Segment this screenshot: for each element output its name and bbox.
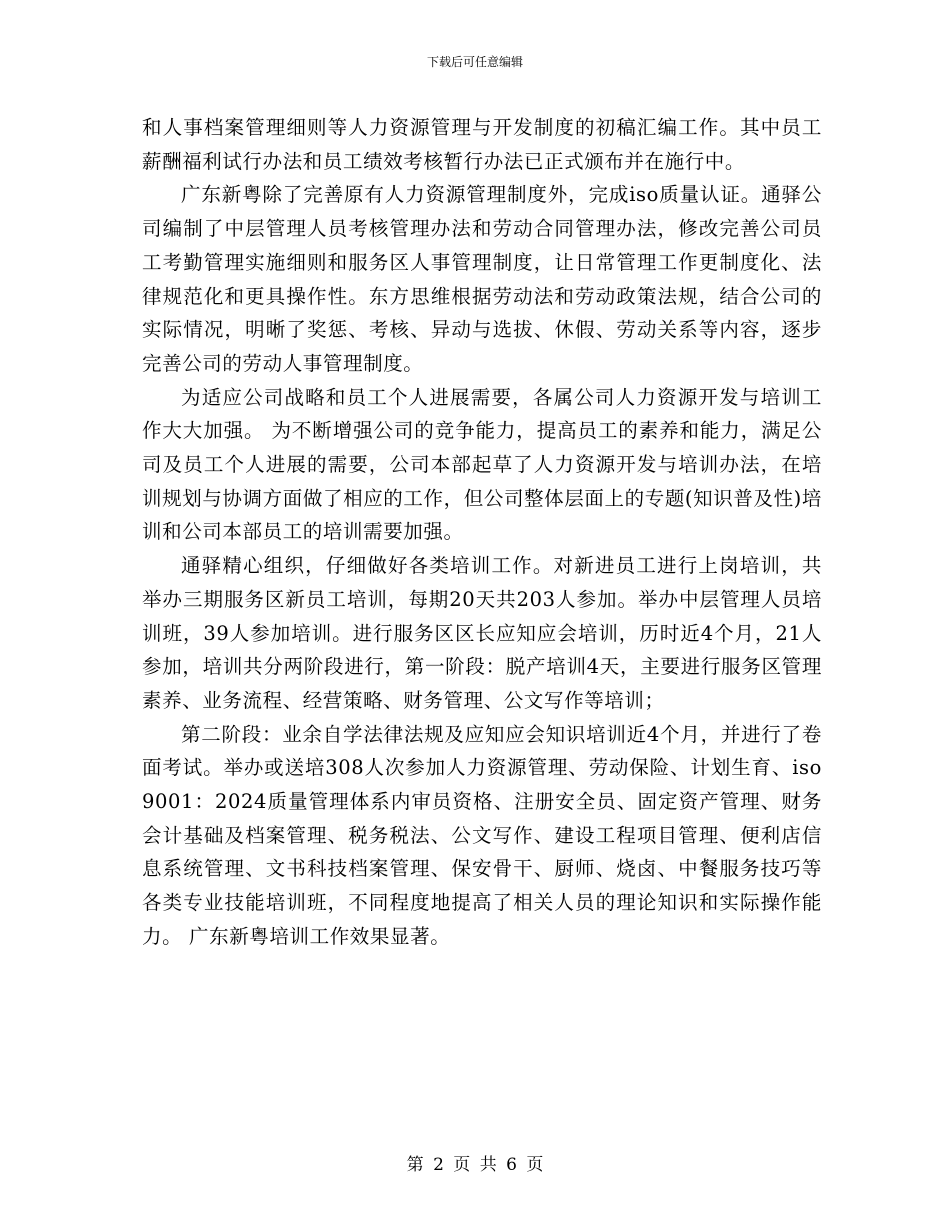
paragraph-continued: 和人事档案管理细则等人力资源管理与开发制度的初稿汇编工作。其中员工薪酬福利试行办法和员工绩效考核暂行办法已正式颁布并在施行中。 [142, 116, 822, 173]
paragraph: 通驿精心组织，仔细做好各类培训工作。对新进员工进行上岗培训，共举办三期服务区新员工培训，每期20天共203人参加。举办中层管理人员培训班，39人参加培训。进行服务区区长应知应会培训，历时近4个月，21人参加，培训共分两阶段进行，第一阶段：脱产培训4天，主要进行服务区管理素养、业务流程、经营策略、财务管理、公文写作等培训； [142, 554, 822, 712]
paragraph: 第二阶段：业余自学法律法规及应知应会知识培训近4个月，并进行了卷面考试。举办或送培308人次参加人力资源管理、劳动保险、计划生育、iso9001：2024质量管理体系内审员资格、注册安全员、固定资产管理、财务会计基础及档案管理、税务税法、公文写作、建设工程项目管理、便利店信息系统管理、文书科技档案管理、保安骨干、厨师、烧卤、中餐服务技巧等各类专业技能培训班，不同程度地提高了相关人员的理论知识和实际操作能力。 广东新粤培训工作效果显著。 [142, 722, 822, 948]
paragraph: 广东新粤除了完善原有人力资源管理制度外，完成iso质量认证。通驿公司编制了中层管理人员考核管理办法和劳动合同管理办法，修改完善公司员工考勤管理实施细则和服务区人事管理制度，让日常管理工作更制度化、法律规范化和更具操作性。东方思维根据劳动法和劳动政策法规，结合公司的实际情况，明晰了奖惩、考核、异动与选拔、休假、劳动关系等内容，逐步完善公司的劳动人事管理制度。 [142, 183, 822, 375]
body-text [142, 111, 822, 954]
paragraph: 为适应公司战略和员工个人进展需要，各属公司人力资源开发与培训工作大大加强。 为不断增强公司的竞争能力，提高员工的素养和能力，满足公司及员工个人进展的需要，公司本部起草了人力资源开发与培训办法，在培训规划与协调方面做了相应的工作，但公司整体层面上的专题(知识普及性)培训和公司本部员工的培训需要加强。 [142, 385, 822, 544]
page-number: 第 2 页 共 6 页 [406, 1155, 544, 1175]
page-header-note: 下载后可任意编辑 [426, 55, 523, 69]
